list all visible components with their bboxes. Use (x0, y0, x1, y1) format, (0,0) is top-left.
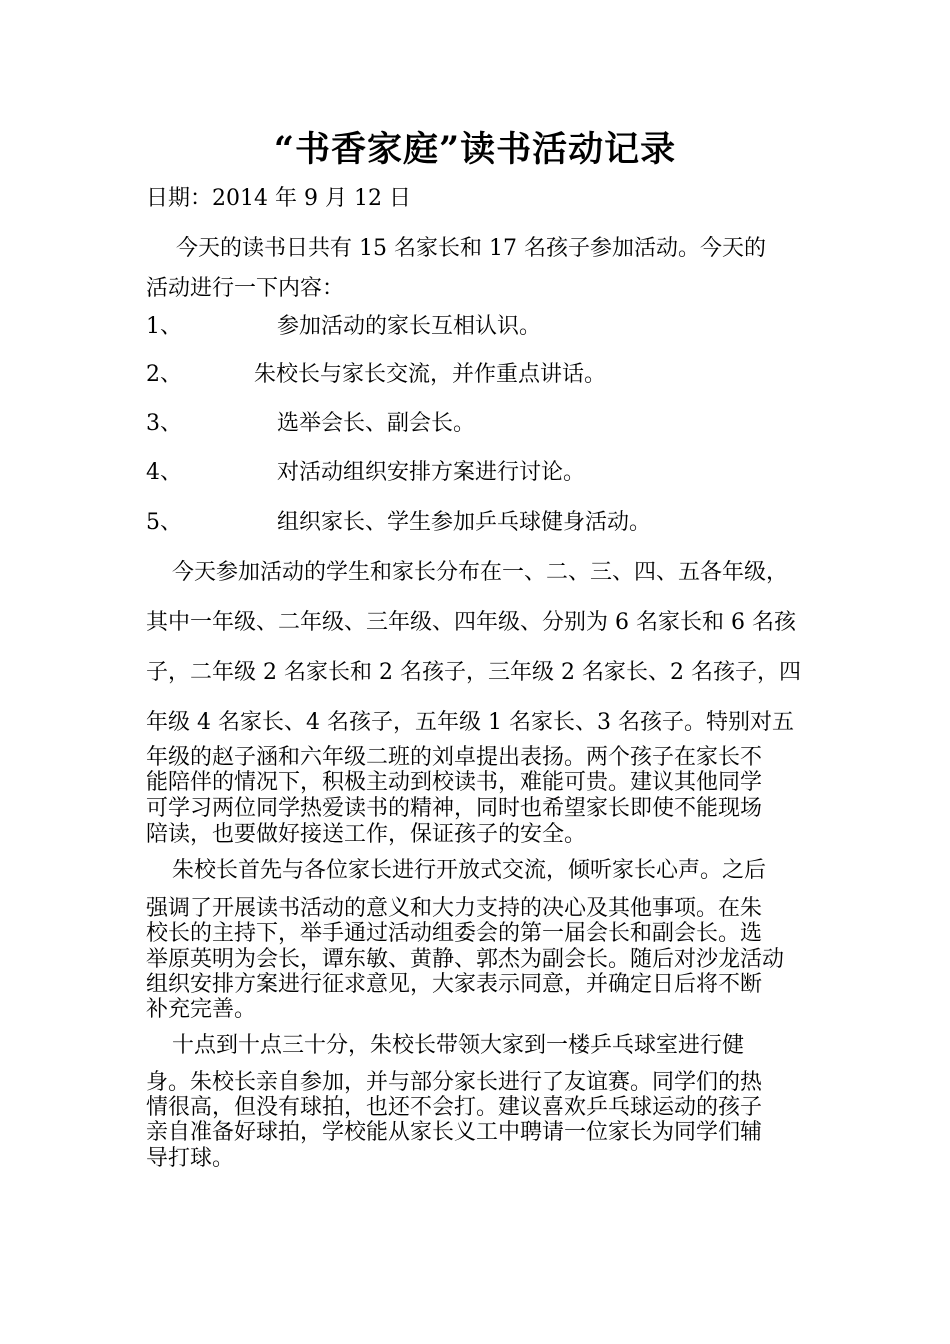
agenda-item-5 (146, 510, 651, 536)
paragraph-line: 能陪伴的情况下，积极主动到校读书，难能可贵。建议其他同学 (146, 770, 763, 795)
paragraph-line: 陪读，也要做好接送工作，保证孩子的安全。 (146, 822, 587, 847)
agenda-text: 朱校长与家长交流，并作重点讲话。 (254, 362, 607, 387)
paragraph-line: 十点到十点三十分，朱校长带领大家到一楼乒乓球室进行健 (172, 1033, 745, 1058)
paragraph-line: 朱校长首先与各位家长进行开放式交流，倾听家长心声。之后 (172, 858, 767, 883)
paragraph-line: 亲自准备好球拍，学校能从家长义工中聘请一位家长为同学们辅 (146, 1120, 763, 1145)
intro-line: 今天的读书日共有 15 名家长和 17 名孩子参加活动。今天的 (176, 236, 766, 261)
paragraph-line: 校长的主持下，举手通过活动组委会的第一届会长和副会长。选 (146, 921, 763, 946)
agenda-item-3 (146, 411, 475, 437)
agenda-number: 2、 (146, 362, 182, 387)
agenda-number: 3、 (146, 411, 182, 436)
agenda-text: 组织家长、学生参加乒乓球健身活动。 (277, 510, 652, 535)
paragraph-line: 可学习两位同学热爱读书的精神，同时也希望家长即使不能现场 (146, 796, 763, 821)
agenda-item-4 (146, 460, 585, 486)
paragraph-line: 年级的赵子涵和六年级二班的刘卓提出表扬。两个孩子在家长不 (146, 745, 763, 770)
agenda-number: 5、 (146, 510, 182, 535)
paragraph-line: 组织安排方案进行征求意见，大家表示同意，并确定日后将不断 (146, 972, 763, 997)
agenda-number: 4、 (146, 460, 182, 485)
paragraph-line: 导打球。 (146, 1146, 235, 1171)
document-title: “书香家庭”读书活动记录 (273, 129, 677, 170)
paragraph-line: 强调了开展读书活动的意义和大力支持的决心及其他事项。在朱 (146, 896, 763, 921)
paragraph-line: 身。朱校长亲自参加，并与部分家长进行了友谊赛。同学们的热 (146, 1070, 763, 1095)
paragraph-line: 年级 4 名家长、4 名孩子，五年级 1 名家长、3 名孩子。特别对五 (146, 710, 794, 735)
paragraph-line: 举原英明为会长，谭东敏、黄静、郭杰为副会长。随后对沙龙活动 (146, 947, 785, 972)
agenda-text: 对活动组织安排方案进行讨论。 (277, 460, 586, 485)
agenda-number: 1、 (146, 314, 182, 339)
paragraph-line: 补充完善。 (146, 997, 257, 1022)
agenda-text: 参加活动的家长互相认识。 (277, 314, 542, 339)
intro-line: 活动进行一下内容： (146, 276, 345, 301)
paragraph-line: 其中一年级、二年级、三年级、四年级、分别为 6 名家长和 6 名孩 (146, 610, 796, 635)
paragraph-line: 情很高，但没有球拍，也还不会打。建议喜欢乒乓球运动的孩子 (146, 1095, 763, 1120)
paragraph-line: 子，二年级 2 名家长和 2 名孩子，三年级 2 名家长、2 名孩子，四 (146, 660, 801, 685)
agenda-text: 选举会长、副会长。 (277, 411, 476, 436)
agenda-item-2 (146, 362, 606, 388)
paragraph-line: 今天参加活动的学生和家长分布在一、二、三、四、五各年级， (172, 560, 789, 585)
agenda-item-1 (146, 314, 541, 340)
date-line: 日期：2014 年 9 月 12 日 (146, 186, 411, 211)
